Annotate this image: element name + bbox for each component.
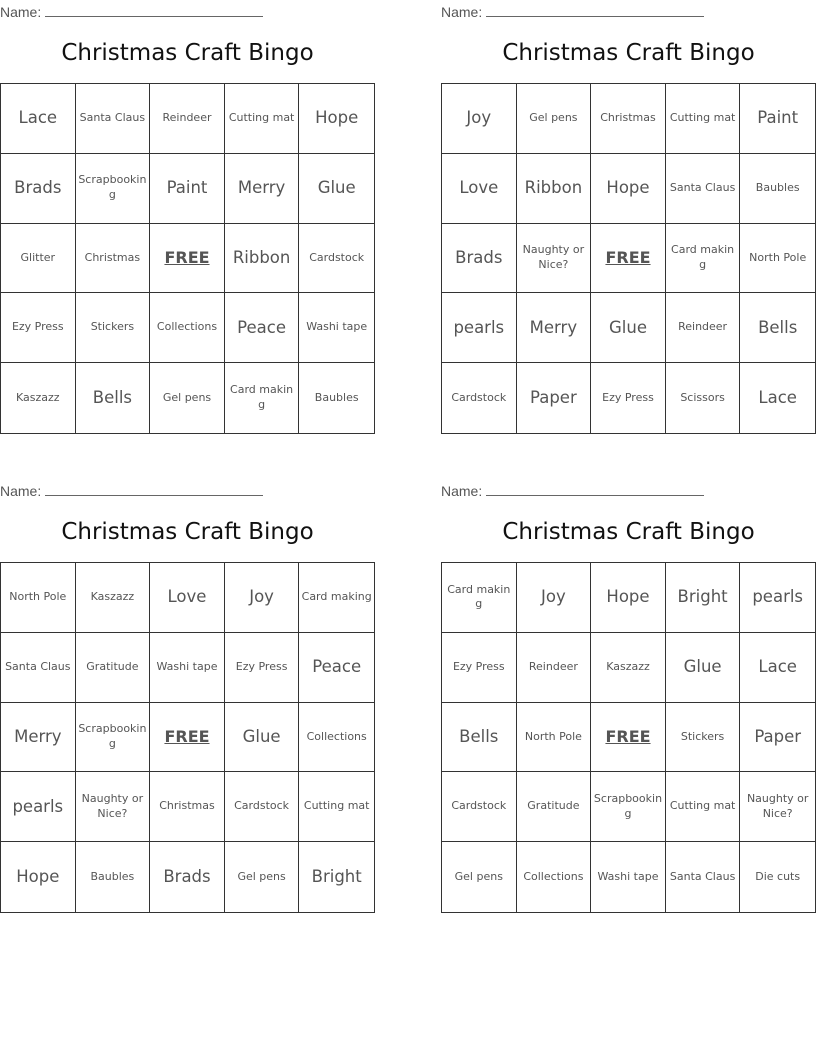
- bingo-cell[interactable]: Hope: [591, 563, 666, 633]
- bingo-cell[interactable]: Love: [442, 154, 517, 224]
- bingo-cell[interactable]: Santa Claus: [1, 633, 76, 703]
- bingo-cell[interactable]: Reindeer: [517, 633, 592, 703]
- bingo-cell[interactable]: Peace: [299, 633, 374, 703]
- name-underline: [45, 482, 263, 496]
- bingo-cell[interactable]: Merry: [517, 293, 592, 363]
- bingo-cell[interactable]: Santa Claus: [666, 154, 741, 224]
- bingo-cell[interactable]: Peace: [225, 293, 300, 363]
- bingo-grid: [441, 562, 816, 913]
- bingo-cell[interactable]: Bells: [442, 703, 517, 773]
- bingo-cell[interactable]: Glue: [299, 154, 374, 224]
- bingo-cell[interactable]: Reindeer: [666, 293, 741, 363]
- bingo-cell[interactable]: pearls: [1, 772, 76, 842]
- bingo-cell[interactable]: Kaszazz: [591, 633, 666, 703]
- bingo-cell[interactable]: Baubles: [76, 842, 151, 912]
- bingo-cell[interactable]: Gratitude: [76, 633, 151, 703]
- bingo-cell[interactable]: Joy: [517, 563, 592, 633]
- bingo-cell[interactable]: Scissors: [666, 363, 741, 433]
- bingo-cell[interactable]: Bells: [76, 363, 151, 433]
- card-title: Christmas Craft Bingo: [502, 40, 755, 66]
- card-title: Christmas Craft Bingo: [61, 519, 314, 545]
- bingo-cell[interactable]: Ezy Press: [1, 293, 76, 363]
- bingo-grid: [441, 83, 816, 434]
- bingo-cell[interactable]: Glue: [591, 293, 666, 363]
- bingo-cell[interactable]: Bright: [311, 866, 362, 886]
- bingo-cell[interactable]: Naughty or Nice?: [740, 772, 815, 842]
- bingo-cell[interactable]: Brads: [1, 154, 76, 224]
- bingo-cell[interactable]: Reindeer: [150, 84, 225, 154]
- name-label: Name:: [0, 483, 42, 499]
- bingo-grid: [0, 562, 375, 913]
- bingo-cell[interactable]: Ezy Press: [442, 633, 517, 703]
- bingo-cell[interactable]: Cardstock: [442, 363, 517, 433]
- free-space[interactable]: FREE: [150, 703, 225, 773]
- bingo-cell[interactable]: Lace: [758, 387, 797, 407]
- name-label: Name:: [441, 4, 483, 20]
- bingo-cell[interactable]: Paper: [740, 703, 815, 773]
- name-field[interactable]: [441, 3, 704, 20]
- bingo-cell[interactable]: Brads: [150, 842, 225, 912]
- name-field[interactable]: [0, 3, 263, 20]
- bingo-cell[interactable]: Christmas: [150, 772, 225, 842]
- bingo-cell[interactable]: Santa Claus: [666, 842, 741, 912]
- bingo-cell[interactable]: Joy: [225, 563, 300, 633]
- name-field[interactable]: [0, 482, 263, 499]
- bingo-cell[interactable]: Gel pens: [517, 84, 592, 154]
- bingo-cell[interactable]: Die cuts: [755, 869, 801, 883]
- bingo-cell[interactable]: Cutting mat: [225, 84, 300, 154]
- bingo-cell[interactable]: Merry: [1, 703, 76, 773]
- bingo-cell[interactable]: Hope: [299, 84, 374, 154]
- bingo-cell[interactable]: Paint: [150, 154, 225, 224]
- name-label: Name:: [0, 4, 42, 20]
- bingo-cell[interactable]: Kaszazz: [1, 363, 76, 433]
- bingo-cell[interactable]: Naughty or Nice?: [76, 772, 151, 842]
- bingo-cell[interactable]: Bells: [740, 293, 815, 363]
- bingo-cell[interactable]: Collections: [299, 703, 374, 773]
- bingo-cell[interactable]: Bright: [666, 563, 741, 633]
- bingo-cell[interactable]: Baubles: [314, 390, 359, 404]
- bingo-cell[interactable]: Paper: [517, 363, 592, 433]
- bingo-cell[interactable]: Glue: [225, 703, 300, 773]
- free-space[interactable]: FREE: [591, 224, 666, 294]
- bingo-cell[interactable]: Collections: [150, 293, 225, 363]
- card-title: Christmas Craft Bingo: [502, 519, 755, 545]
- free-space[interactable]: FREE: [150, 224, 225, 294]
- bingo-cell[interactable]: Santa Claus: [76, 84, 151, 154]
- bingo-cell[interactable]: North Pole: [740, 224, 815, 294]
- bingo-cell[interactable]: Cardstock: [299, 224, 374, 294]
- bingo-cell[interactable]: Lace: [740, 633, 815, 703]
- bingo-cell[interactable]: Cutting mat: [299, 772, 374, 842]
- bingo-cell[interactable]: pearls: [740, 563, 815, 633]
- bingo-cell[interactable]: Lace: [1, 84, 76, 154]
- bingo-cell[interactable]: Card making: [442, 563, 517, 633]
- bingo-grid: [0, 83, 375, 434]
- bingo-cell[interactable]: Cardstock: [442, 772, 517, 842]
- bingo-cell[interactable]: North Pole: [1, 563, 76, 633]
- name-field[interactable]: [441, 482, 704, 499]
- bingo-cell[interactable]: Card making: [666, 224, 741, 294]
- bingo-cell[interactable]: Cutting mat: [666, 84, 741, 154]
- bingo-cell[interactable]: Washi tape: [299, 293, 374, 363]
- name-underline: [486, 3, 704, 17]
- bingo-cell[interactable]: Cardstock: [225, 772, 300, 842]
- bingo-cell[interactable]: Baubles: [740, 154, 815, 224]
- bingo-cell[interactable]: Christmas: [76, 224, 151, 294]
- bingo-cell[interactable]: Kaszazz: [76, 563, 151, 633]
- bingo-cell[interactable]: Ribbon: [225, 224, 300, 294]
- free-space[interactable]: FREE: [591, 703, 666, 773]
- bingo-cell[interactable]: Gel pens: [150, 363, 225, 433]
- bingo-cell[interactable]: Glue: [666, 633, 741, 703]
- bingo-cell[interactable]: Hope: [1, 842, 76, 912]
- bingo-cell[interactable]: Glitter: [1, 224, 76, 294]
- bingo-cell[interactable]: North Pole: [517, 703, 592, 773]
- bingo-cell[interactable]: Merry: [225, 154, 300, 224]
- bingo-cell[interactable]: Scrapbooking: [76, 703, 151, 773]
- bingo-cell[interactable]: pearls: [442, 293, 517, 363]
- bingo-cell[interactable]: Naughty or Nice?: [517, 224, 592, 294]
- name-label: Name:: [441, 483, 483, 499]
- bingo-cell[interactable]: Scrapbooking: [76, 154, 151, 224]
- bingo-cell[interactable]: Ribbon: [517, 154, 592, 224]
- bingo-cell[interactable]: Card making: [299, 563, 374, 633]
- bingo-cell[interactable]: Cutting mat: [666, 772, 741, 842]
- bingo-cell[interactable]: Washi tape: [150, 633, 225, 703]
- bingo-cell[interactable]: Love: [150, 563, 225, 633]
- bingo-cell[interactable]: Stickers: [76, 293, 151, 363]
- bingo-cell[interactable]: Ezy Press: [591, 363, 666, 433]
- bingo-cell[interactable]: Stickers: [666, 703, 741, 773]
- bingo-cell[interactable]: Hope: [591, 154, 666, 224]
- bingo-cell[interactable]: Ezy Press: [225, 633, 300, 703]
- bingo-cell[interactable]: Brads: [442, 224, 517, 294]
- name-underline: [45, 3, 263, 17]
- bingo-cell[interactable]: Paint: [740, 84, 815, 154]
- bingo-cell[interactable]: Gratitude: [517, 772, 592, 842]
- bingo-cell[interactable]: Gel pens: [225, 842, 300, 912]
- bingo-cell[interactable]: Gel pens: [442, 842, 517, 912]
- bingo-cell[interactable]: Card making: [225, 363, 300, 433]
- bingo-cell[interactable]: Scrapbooking: [591, 772, 666, 842]
- name-underline: [486, 482, 704, 496]
- bingo-cell[interactable]: Washi tape: [591, 842, 666, 912]
- bingo-cell[interactable]: Christmas: [591, 84, 666, 154]
- card-title: Christmas Craft Bingo: [61, 40, 314, 66]
- bingo-cell[interactable]: Collections: [517, 842, 592, 912]
- bingo-cell[interactable]: Joy: [442, 84, 517, 154]
